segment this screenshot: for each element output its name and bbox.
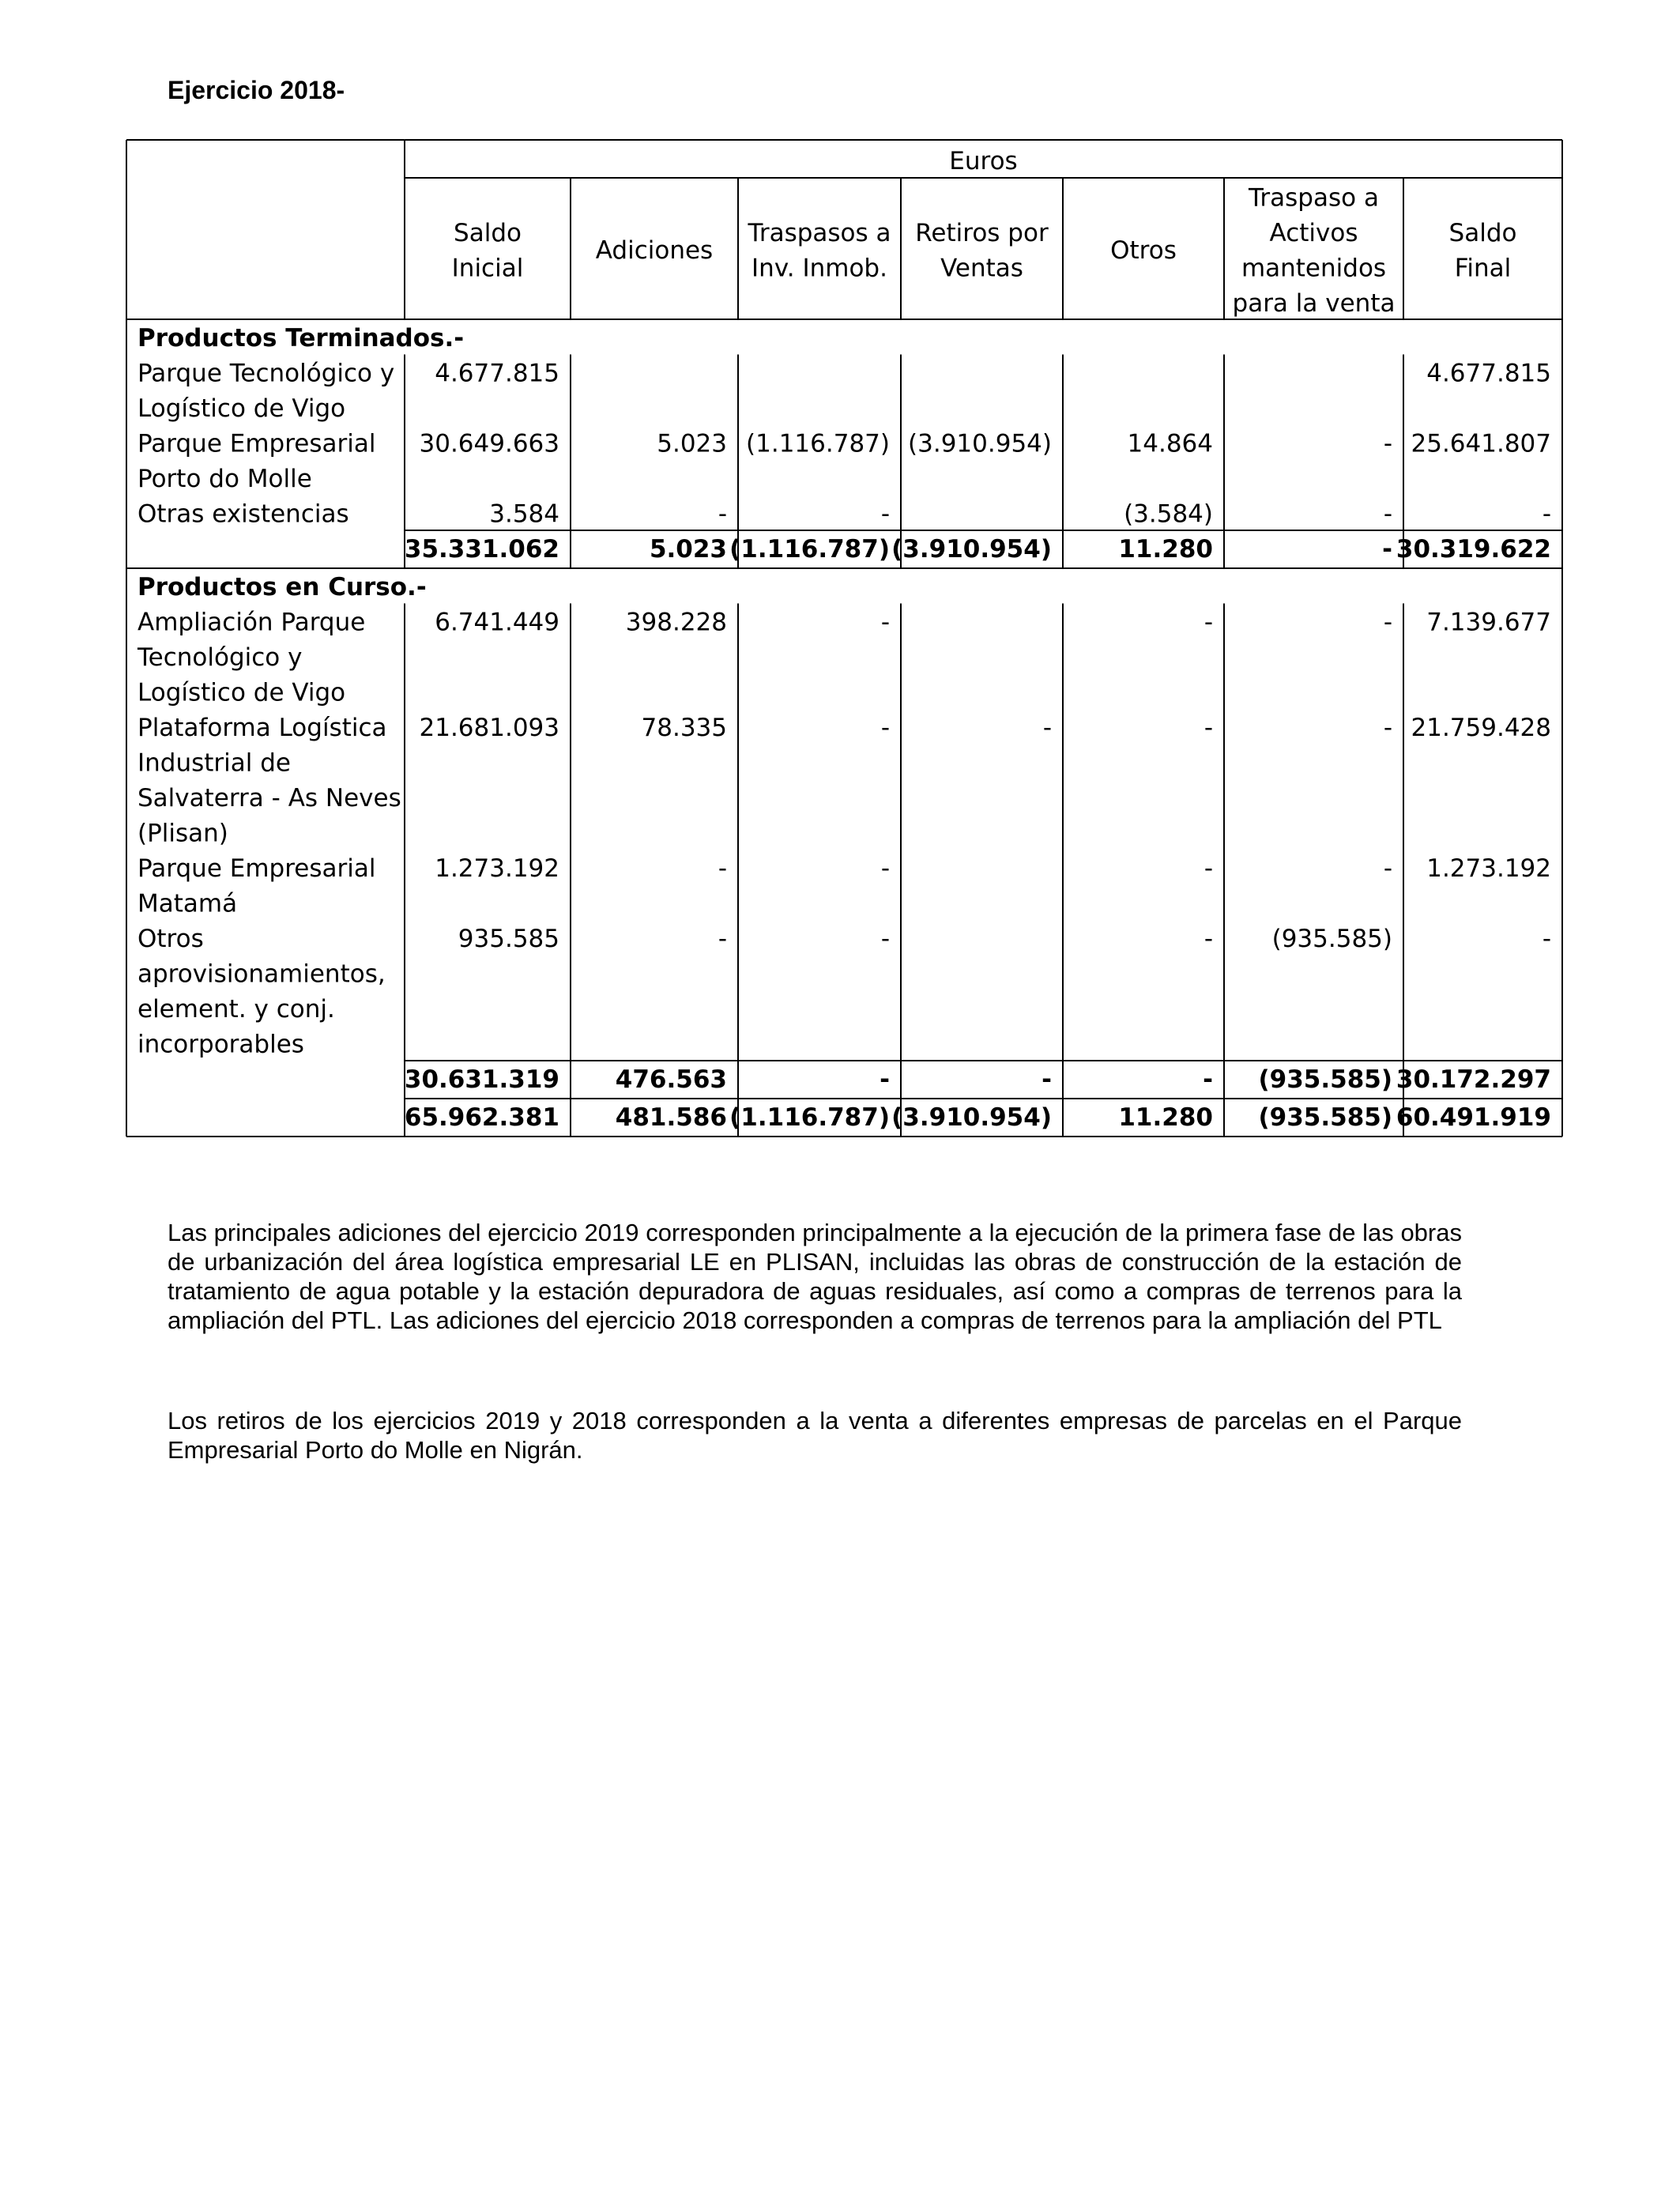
table-cell: 398.228 (625, 608, 727, 637)
row-label: Porto do Molle (137, 465, 312, 493)
table-cell: (1.116.787) (746, 429, 890, 458)
grand-total-cell: (935.585) (1258, 1103, 1392, 1132)
table-cell: - (718, 499, 727, 529)
table-cell: - (718, 925, 727, 953)
row-label: Parque Empresarial (137, 854, 376, 883)
table-cell: 4.677.815 (1426, 359, 1551, 388)
table-cell: - (718, 854, 727, 883)
table-cell: 7.139.677 (1426, 608, 1551, 637)
subtotal-cell: 476.563 (615, 1065, 727, 1094)
column-header: Saldo (454, 218, 522, 247)
column-header: Activos (1269, 218, 1358, 247)
row-label: Ampliación Parque (137, 608, 366, 637)
column-header: Otros (1110, 236, 1177, 265)
subtotal-cell: 30.319.622 (1396, 535, 1551, 564)
column-header: Final (1454, 254, 1512, 283)
section-heading: Ejercicio 2018- (168, 76, 345, 104)
column-header: Traspasos a (748, 218, 891, 247)
table-cell: - (1542, 499, 1551, 529)
table-cell: - (1383, 854, 1392, 883)
subtotal-cell: - (1382, 535, 1392, 564)
table-cell: 5.023 (657, 429, 727, 458)
table-cell: - (1542, 925, 1551, 953)
table-cell: - (1042, 714, 1052, 742)
table-cell: 21.759.428 (1411, 714, 1551, 742)
column-header: Traspaso a (1249, 183, 1379, 213)
table-cell: - (880, 714, 890, 742)
table-cell: - (1383, 714, 1392, 742)
row-label: Logístico de Vigo (137, 678, 346, 707)
table-cell: 21.681.093 (419, 714, 559, 742)
table-cell: - (1383, 429, 1392, 458)
row-label: (Plisan) (137, 819, 228, 848)
subtotal-cell: - (1042, 1065, 1052, 1094)
column-header: para la venta (1232, 288, 1396, 318)
table-cell: 6.741.449 (435, 608, 559, 637)
section-title: Productos en Curso.- (137, 573, 427, 601)
table-cell: (935.585) (1271, 925, 1392, 953)
column-header: Inicial (451, 254, 524, 283)
row-label: Matamá (137, 889, 238, 918)
table-cell: - (880, 608, 890, 637)
table-cell: 14.864 (1127, 429, 1213, 458)
column-header: Ventas (940, 254, 1023, 283)
retirements-paragraph: Los retiros de los ejercicios 2019 y 2018 corresponden a la venta a diferentes empresas de parcelas en el Parque Empresarial Porto do Molle en Nigrán. (168, 1407, 1462, 1464)
currency-header: Euros (949, 147, 1018, 175)
subtotal-cell: - (880, 1065, 890, 1094)
row-label: aprovisionamientos, (137, 959, 386, 989)
row-label: incorporables (137, 1030, 304, 1059)
table-cell: 78.335 (641, 714, 727, 742)
row-label: Salvaterra - As Neves (137, 784, 401, 812)
grand-total-cell: 60.491.919 (1396, 1103, 1551, 1132)
table-cell: - (1383, 499, 1392, 529)
column-header: Adiciones (595, 236, 714, 265)
grand-total-cell: 65.962.381 (404, 1103, 559, 1132)
row-label: Industrial de (137, 748, 291, 778)
table-cell: - (1203, 854, 1213, 883)
table-cell: - (1203, 925, 1213, 953)
column-header: Inv. Inmob. (751, 254, 887, 283)
table-cell: - (1383, 608, 1392, 637)
table-cell: 1.273.192 (435, 854, 559, 883)
grand-total-cell: 481.586 (615, 1103, 727, 1132)
subtotal-cell: 30.631.319 (404, 1065, 559, 1094)
subtotal-cell: (3.910.954) (891, 535, 1052, 564)
grand-total-cell: (1.116.787) (729, 1103, 890, 1132)
row-label: Parque Empresarial (137, 429, 376, 458)
grand-total-cell: 11.280 (1118, 1103, 1213, 1132)
subtotal-cell: 11.280 (1118, 535, 1213, 564)
section-title: Productos Terminados.- (137, 324, 465, 352)
subtotal-cell: 5.023 (649, 535, 727, 564)
column-header: Retiros por (915, 218, 1049, 247)
grand-total-cell: (3.910.954) (891, 1103, 1052, 1132)
subtotal-cell: 30.172.297 (1396, 1065, 1551, 1094)
row-label: Parque Tecnológico y (137, 359, 395, 388)
table-cell: (3.910.954) (908, 429, 1052, 458)
subtotal-cell: - (1203, 1065, 1213, 1094)
table-cell: - (1203, 714, 1213, 742)
table-cell: 4.677.815 (435, 359, 559, 388)
column-header: Saldo (1448, 218, 1517, 247)
additions-paragraph: Las principales adiciones del ejercicio 2019 corresponden principalmente a la ejecución de la primera fase de las obras de urbanización del área logística empresarial LE en PLISAN, incluidas las obras de construcción de la estación de tratamiento de agua potable y la estación depuradora de aguas residuales, así como a compras de terrenos para la ampliación del PTL. Las adiciones del ejercicio 2018 corresponden a compras de terrenos para la ampliación del PTL (168, 1219, 1462, 1334)
table-cell: (3.584) (1124, 499, 1213, 529)
table-cell: 935.585 (458, 925, 559, 953)
table-cell: - (880, 925, 890, 953)
row-label: Logístico de Vigo (137, 394, 346, 423)
row-label: Otras existencias (137, 499, 349, 529)
table-cell: - (880, 854, 890, 883)
table-cell: 30.649.663 (419, 429, 559, 458)
subtotal-cell: (935.585) (1258, 1065, 1392, 1094)
table-cell: 1.273.192 (1426, 854, 1551, 883)
row-label: Otros (137, 925, 204, 953)
subtotal-cell: (1.116.787) (729, 535, 890, 564)
subtotal-cell: 35.331.062 (404, 535, 559, 564)
table-cell: 3.584 (489, 499, 559, 529)
table-cell: 25.641.807 (1411, 429, 1551, 458)
column-header: mantenidos (1241, 254, 1387, 283)
table-cell: - (1203, 608, 1213, 637)
table-cell: - (880, 499, 890, 529)
row-label: Plataforma Logística (137, 714, 387, 742)
row-label: Tecnológico y (137, 643, 303, 672)
row-label: element. y conj. (137, 995, 335, 1023)
